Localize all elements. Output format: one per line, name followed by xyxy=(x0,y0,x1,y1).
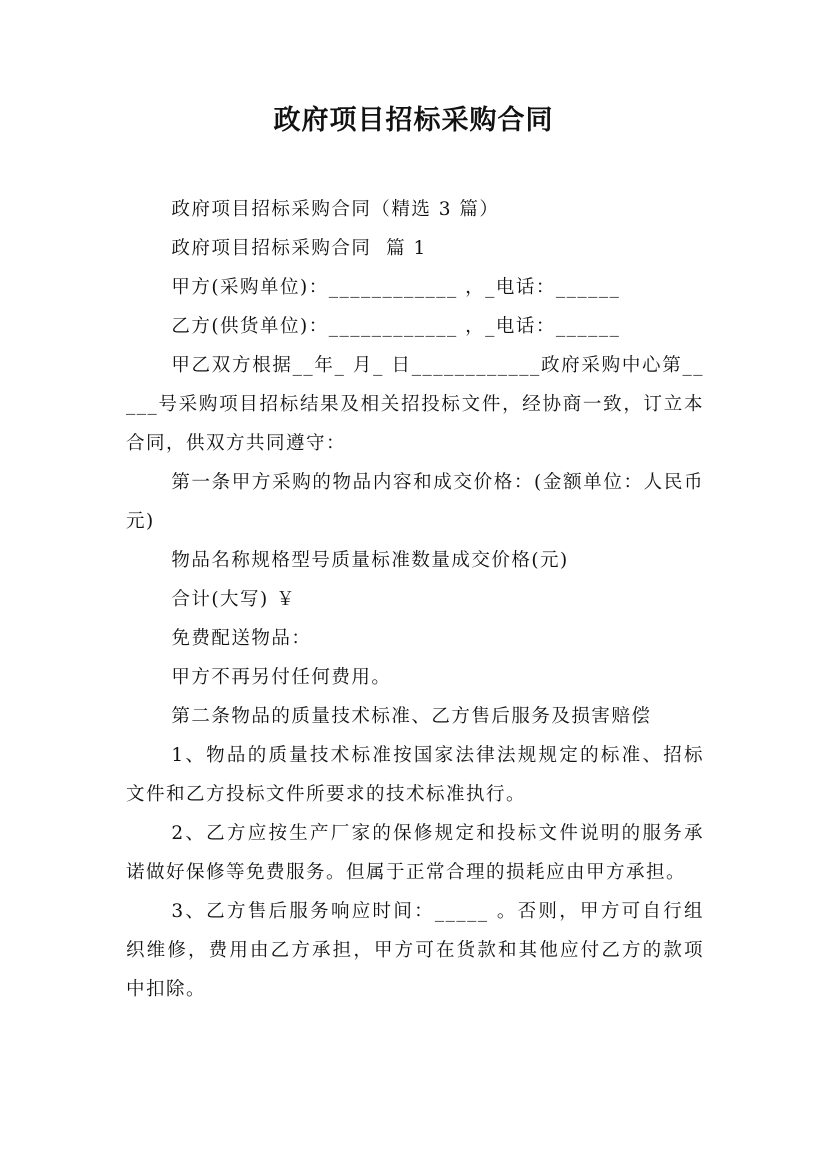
paragraph-free-items: 免费配送物品： xyxy=(171,628,312,649)
paragraph-party-b: 乙方(供货单位)：____________ ，_电话：______ xyxy=(171,316,621,337)
paragraph-clause-1: 1、物品的质量技术标准按国家法律法规规定的标准、招标文件和乙方投标文件所要求的技术标准执行。 xyxy=(126,745,704,805)
paragraph-clause-2: 2、乙方应按生产厂家的保修规定和投标文件说明的服务承诺做好保修等免费服务。但属于正常合理的损耗应由甲方承担。 xyxy=(126,823,704,883)
paragraph-agreement-basis: 甲乙双方根据__年_ 月_ 日____________政府采购中心第_____号采购项目招标结果及相关招投标文件，经协商一致，订立本合同，供双方共同遵守： xyxy=(126,355,704,454)
paragraph-section-heading: 政府项目招标采购合同 篇 1 xyxy=(171,238,427,259)
document-title: 政府项目招标采购合同 xyxy=(273,105,554,136)
paragraph-article-2: 第二条物品的质量技术标准、乙方售后服务及损害赔偿 xyxy=(171,706,652,727)
paragraph-party-a: 甲方(采购单位)：____________ ，_电话：______ xyxy=(171,277,621,298)
paragraph-subtitle: 政府项目招标采购合同（精选 3 篇） xyxy=(171,199,500,220)
paragraph-item-columns: 物品名称规格型号质量标准数量成交价格(元) xyxy=(171,550,569,571)
paragraph-total: 合计(大写) ￥ xyxy=(171,589,297,610)
paragraph-article-1: 第一条甲方采购的物品内容和成交价格：(金额单位：人民币元) xyxy=(126,472,704,532)
paragraph-clause-3: 3、乙方售后服务响应时间：_____ 。否则，甲方可自行组织维修，费用由乙方承担，甲方可在货款和其他应付乙方的款项中扣除。 xyxy=(126,901,704,1000)
document-body xyxy=(126,190,704,1009)
paragraph-no-extra-fee: 甲方不再另付任何费用。 xyxy=(171,667,392,688)
